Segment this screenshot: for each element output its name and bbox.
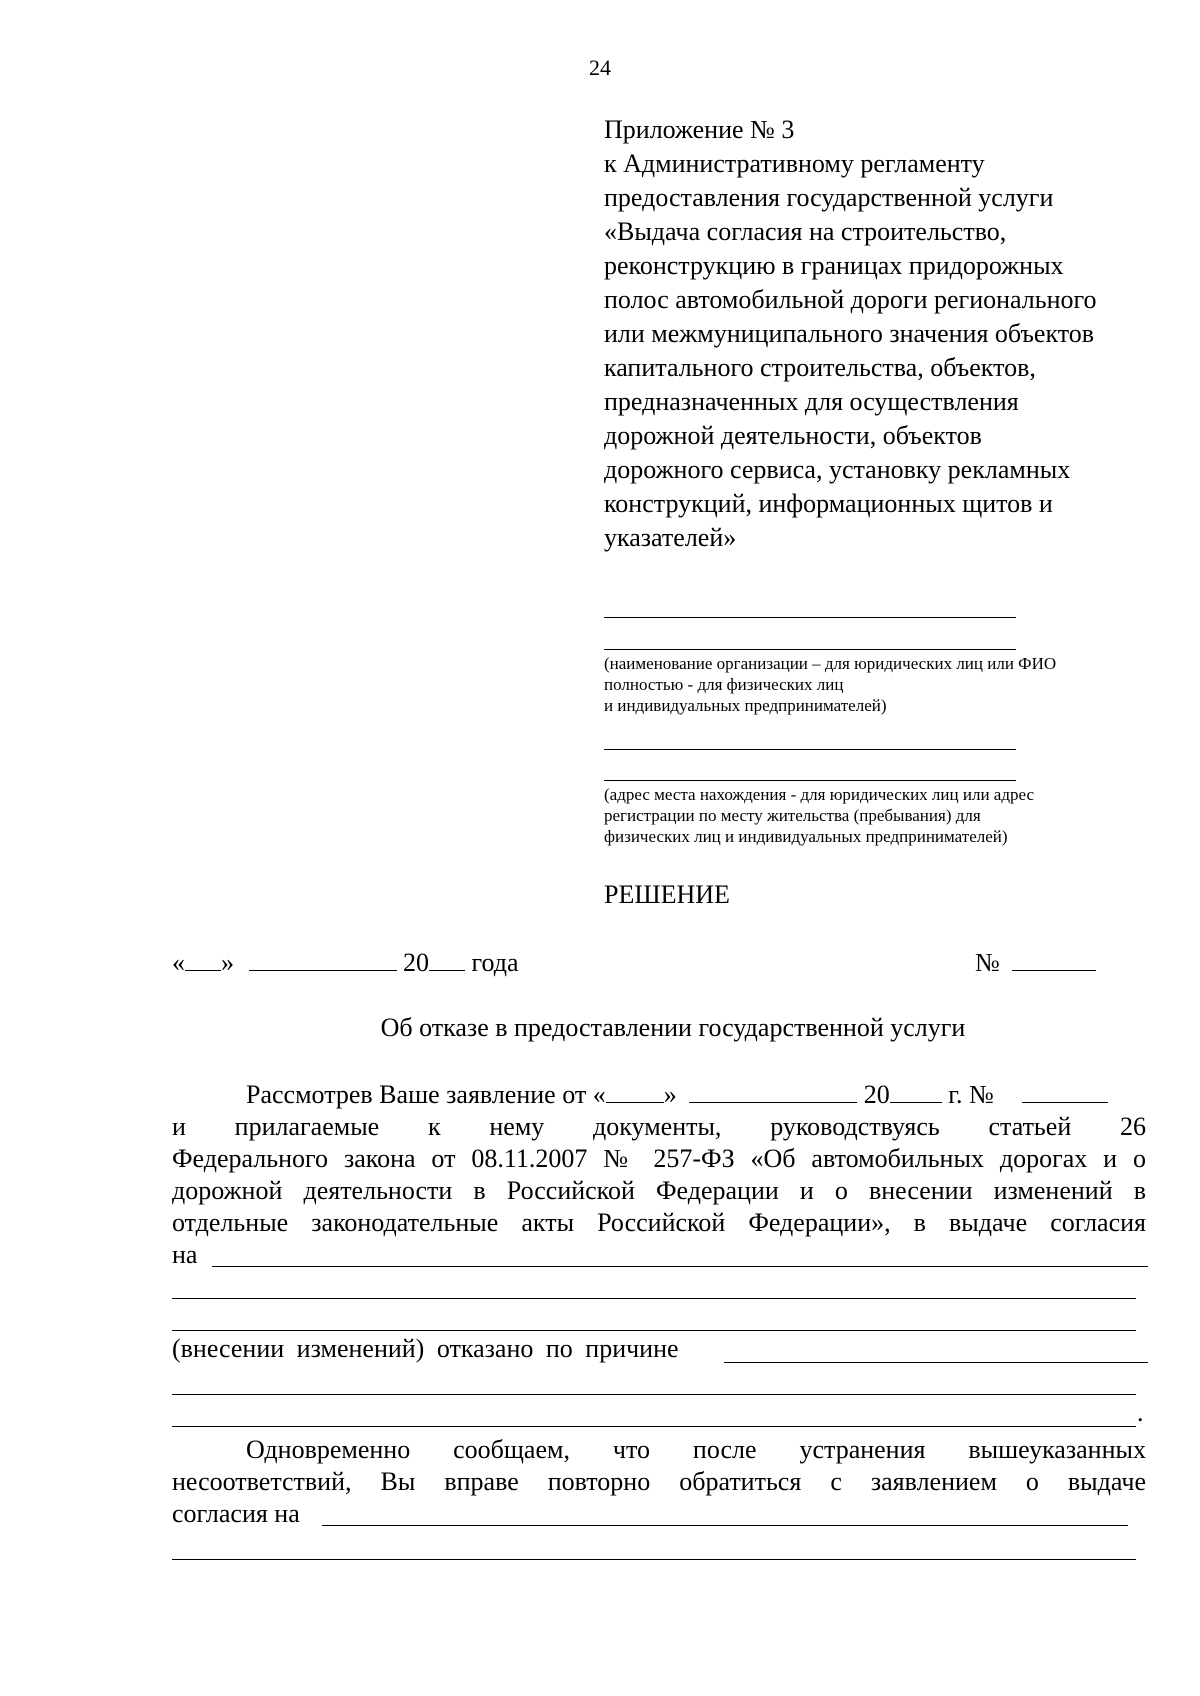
number-sign: № (975, 948, 1000, 977)
application-number-field[interactable] (1022, 1080, 1108, 1103)
decision-title: РЕШЕНИЕ (604, 880, 730, 909)
date-year-field[interactable] (429, 948, 465, 971)
decision-subject: Об отказе в предоставлении государственной услуги (380, 1013, 966, 1042)
decision-number-field[interactable] (1012, 948, 1096, 971)
paragraph-1-line-1 (246, 1079, 1108, 1111)
appendix-line: предназначенных для осуществления (604, 387, 1019, 416)
appendix-line: реконструкцию в границах придорожных (604, 251, 1064, 280)
appendix-header (604, 113, 1164, 555)
recipient-address-line-1[interactable] (604, 749, 1016, 750)
appendix-line: к Административному регламенту (604, 149, 985, 178)
repeat-consent-line-2[interactable] (172, 1559, 1136, 1560)
appendix-line: предоставления государственной услуги (604, 183, 1054, 212)
refusal-reason-label: (внесении изменений) отказано по причине (172, 1334, 679, 1363)
caption-line: (наименование организации – для юридических лиц или ФИО (604, 654, 1057, 673)
caption-line: и индивидуальных предпринимателей) (604, 696, 887, 715)
p1-word: к (427, 1112, 441, 1141)
application-day-field[interactable] (606, 1080, 664, 1103)
p1-word: руководствуясь (770, 1112, 940, 1141)
p1-word: статьей (988, 1112, 1072, 1141)
paragraph-1-line-2 (172, 1111, 1146, 1143)
decision-number-line (975, 948, 1096, 978)
p1-word: и (172, 1112, 186, 1141)
date-day-field[interactable] (185, 948, 221, 971)
p1-word: прилагаемые (234, 1112, 380, 1141)
repeat-consent-line-1[interactable] (322, 1525, 1128, 1526)
appendix-line: конструкций, информационных щитов и (604, 489, 1053, 518)
caption-line: полностью - для физических лиц (604, 675, 844, 694)
date-year-prefix: 20 (403, 948, 429, 977)
paragraph-3-line-1 (246, 1434, 1146, 1466)
paragraph-1-na: на (172, 1240, 198, 1269)
caption-line: физических лиц и индивидуальных предпринимателей) (604, 827, 1008, 846)
consent-subject-line-1[interactable] (212, 1266, 1148, 1267)
recipient-name-line-1[interactable] (604, 617, 1016, 618)
appendix-line: капитального строительства, объектов, (604, 353, 1036, 382)
p3-word: после (692, 1435, 757, 1464)
refusal-reason-line-1[interactable] (724, 1362, 1148, 1363)
p3-word: что (612, 1435, 650, 1464)
paragraph-3-line-3: согласия на (172, 1499, 300, 1528)
appendix-line: Приложение № 3 (604, 115, 795, 144)
appendix-line: «Выдача согласия на строительство, (604, 217, 1007, 246)
p1-word: документы, (593, 1112, 722, 1141)
refusal-reason-line-2[interactable] (172, 1394, 1136, 1395)
recipient-address-caption (604, 784, 1034, 847)
p3-word: Одновременно (246, 1435, 411, 1464)
p1-start-text: Рассмотрев Ваше заявление от « (246, 1080, 606, 1109)
p1-g-no: г. № (948, 1080, 994, 1109)
paragraph-3-line-2: несоответствий, Вы вправе повторно обратиться с заявлением о выдаче (172, 1467, 1146, 1496)
p3-word: сообщаем, (453, 1435, 570, 1464)
paragraph-1-line-3: Федерального закона от 08.11.2007 № 257-ФЗ «Об автомобильных дорогах и о (172, 1144, 1146, 1173)
date-open-quote: « (172, 948, 185, 977)
decision-date-line (172, 948, 519, 978)
recipient-address-line-2[interactable] (604, 780, 1016, 781)
refusal-reason-line-3[interactable] (172, 1426, 1136, 1427)
p1-close-quote: » (663, 1080, 677, 1109)
paragraph-1-line-4: дорожной деятельности в Российской Федерации и о внесении изменений в (172, 1176, 1146, 1205)
consent-subject-line-2[interactable] (172, 1298, 1136, 1299)
p1-word: нему (489, 1112, 545, 1141)
consent-subject-line-3[interactable] (172, 1330, 1136, 1331)
application-year-field[interactable] (890, 1080, 942, 1103)
appendix-line: указателей» (604, 523, 737, 552)
recipient-name-caption (604, 653, 1056, 716)
p3-word: устранения (799, 1435, 926, 1464)
date-close-quote: » (221, 948, 234, 977)
caption-line: (адрес места нахождения - для юридических лиц или адрес (604, 785, 1034, 804)
page-number: 24 (589, 55, 611, 80)
p1-year-prefix: 20 (863, 1080, 890, 1109)
date-month-field[interactable] (249, 948, 397, 971)
appendix-line: дорожной деятельности, объектов (604, 421, 982, 450)
p3-word: вышеуказанных (968, 1435, 1146, 1464)
caption-line: регистрации по месту жительства (пребывания) для (604, 806, 981, 825)
appendix-line: дорожного сервиса, установку рекламных (604, 455, 1071, 484)
appendix-line: полос автомобильной дороги регионального (604, 285, 1097, 314)
refusal-reason-period: . (1137, 1398, 1144, 1427)
recipient-name-line-2[interactable] (604, 649, 1016, 650)
paragraph-1-line-5: отдельные законодательные акты Российской Федерации», в выдаче согласия (172, 1208, 1146, 1237)
appendix-line: или межмуниципального значения объектов (604, 319, 1095, 348)
application-month-field[interactable] (689, 1080, 857, 1103)
p1-word: 26 (1120, 1112, 1146, 1141)
date-year-suffix: года (471, 948, 519, 977)
